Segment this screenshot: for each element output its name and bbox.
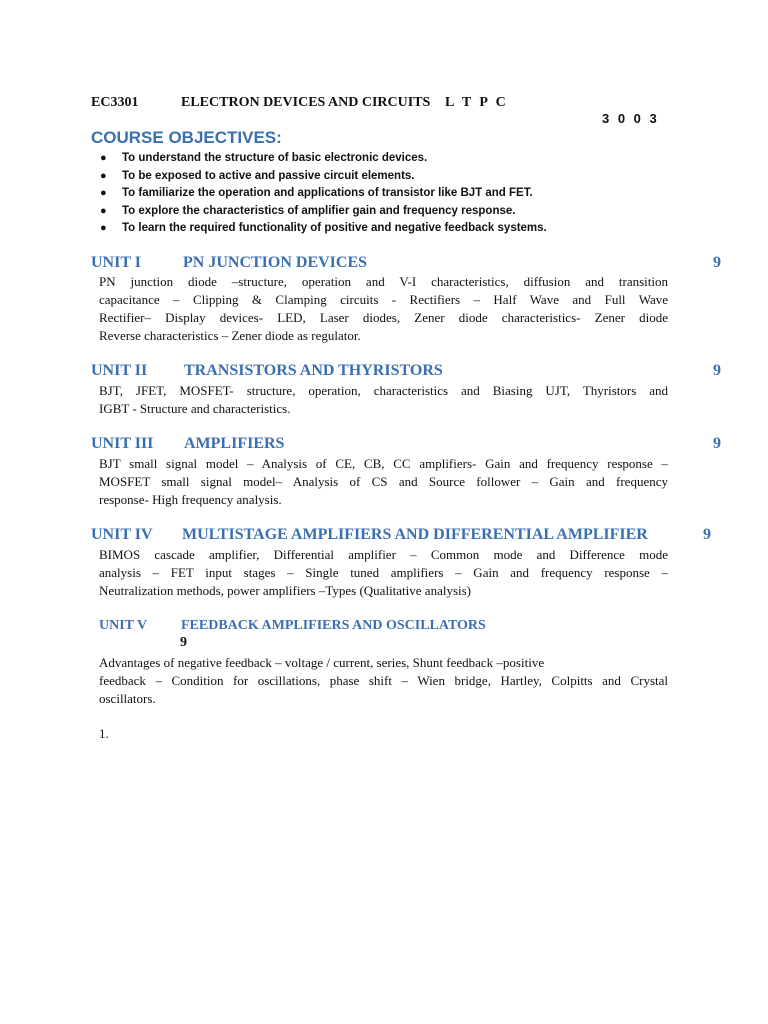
list-number: 1. [99, 726, 109, 741]
unit-3-title: AMPLIFIERS [184, 435, 285, 452]
objective-item: ● To learn the required functionality of positive and negative feedback systems. [91, 220, 547, 238]
content-line: oscillators. [99, 691, 156, 706]
bullet-icon: ● [100, 222, 107, 234]
bullet-icon: ● [100, 169, 107, 182]
content-line: response- High frequency analysis. [99, 492, 282, 507]
unit-5-number: UNIT V [99, 618, 148, 633]
bullet-icon: ● [100, 204, 107, 217]
content-line: Rectifier– Display devices- LED, Laser diodes, Zener diode characteristics- Zener diode [99, 310, 668, 325]
unit-1-title: PN JUNCTION DEVICES [183, 254, 368, 271]
unit-5-hours: 9 [180, 635, 187, 650]
unit-1-number: UNIT I [91, 254, 141, 271]
unit-1-content [99, 273, 668, 345]
content-line: IGBT - Structure and characteristics. [99, 401, 291, 416]
unit-3-hours: 9 [713, 435, 721, 452]
content-line: BJT small signal model – Analysis of CE, CB, CC amplifiers- Gain and frequency response – [99, 456, 668, 471]
objectives-heading: COURSE OBJECTIVES: [91, 128, 282, 147]
content-line: feedback – Condition for oscillations, phase shift – Wien bridge, Hartley, Colpitts and Crystal [99, 673, 668, 688]
course-title: ELECTRON DEVICES AND CIRCUITS [181, 95, 431, 110]
unit-5-title: FEEDBACK AMPLIFIERS AND OSCILLATORS [181, 618, 486, 633]
unit-1-hours: 9 [713, 254, 721, 271]
unit-2-title: TRANSISTORS AND THYRISTORS [184, 362, 443, 379]
unit-4-title: MULTISTAGE AMPLIFIERS AND DIFFERENTIAL AMPLIFIER [182, 526, 648, 543]
content-line: Advantages of negative feedback – voltage / current, series, Shunt feedback –positive [99, 655, 545, 670]
bullet-icon: ● [100, 152, 107, 164]
unit-4-number: UNIT IV [91, 526, 153, 543]
unit-2-content [99, 382, 668, 418]
content-line: capacitance – Clipping & Clamping circuits - Rectifiers – Half Wave and Full Wave [99, 292, 668, 307]
content-line: PN junction diode –structure, operation and V-I characteristics, diffusion and transition [99, 274, 668, 289]
content-line: Reverse characteristics – Zener diode as regulator. [99, 328, 361, 343]
unit-5-content [99, 654, 668, 708]
unit-3-content [99, 455, 668, 509]
ltpc-label: L T P C [445, 95, 506, 110]
unit-2-hours: 9 [713, 362, 721, 379]
ltpc-values: 3 0 0 3 [602, 111, 657, 126]
objective-item: ● To understand the structure of basic electronic devices. [91, 150, 547, 168]
objective-item: ● To explore the characteristics of amplifier gain and frequency response. [91, 203, 547, 221]
unit-2-number: UNIT II [91, 362, 148, 379]
unit-4-hours: 9 [703, 526, 711, 543]
objective-item: ● To be exposed to active and passive circuit elements. [91, 168, 547, 186]
content-line: analysis – FET input stages – Single tuned amplifiers – Gain and frequency response – [99, 565, 668, 580]
objective-item: ● To familiarize the operation and applications of transistor like BJT and FET. [91, 185, 547, 203]
content-line: BJT, JFET, MOSFET- structure, operation, characteristics and Biasing UJT, Thyristors and [99, 383, 668, 398]
content-line: Neutralization methods, power amplifiers –Types (Qualitative analysis) [99, 583, 472, 598]
unit-4-content [99, 546, 668, 600]
content-line: BIMOS cascade amplifier, Differential amplifier – Common mode and Difference mode [99, 547, 668, 562]
bullet-icon: ● [100, 187, 107, 199]
objectives-list [91, 150, 547, 238]
unit-3-number: UNIT III [91, 435, 154, 452]
course-code: EC3301 [91, 95, 139, 110]
content-line: MOSFET small signal model– Analysis of CS and Source follower – Gain and frequency [99, 474, 668, 489]
